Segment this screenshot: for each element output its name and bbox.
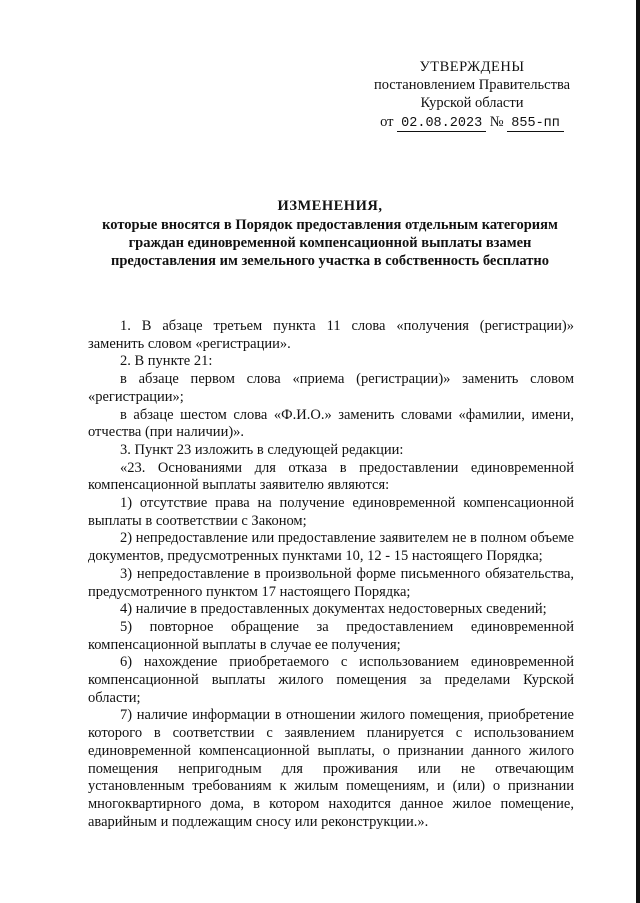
paragraph: в абзаце шестом слова «Ф.И.О.» заменить словами «фамилии, имени, отчества (при наличии)».: [88, 406, 574, 441]
paragraph: в абзаце первом слова «приема (регистрации)» заменить словом «регистрации»;: [88, 371, 574, 405]
paragraph: 3. Пункт 23 изложить в следующей редакции:: [120, 441, 404, 458]
scan-edge: [636, 0, 640, 903]
paragraph: «23. Основаниями для отказа в предоставлении единовременной компенсационной выплаты заявителю являются:: [88, 459, 574, 494]
paragraph: 5) повторное обращение за предоставлением единовременной компенсационной выплаты в случае ее получения;: [88, 618, 574, 653]
approval-number-label: №: [489, 114, 504, 130]
paragraph: 2) непредоставление или предоставление заявителем не в полном объеме документов, предусмотренных пунктами 10, 12 - 15 настоящего Порядка;: [88, 530, 574, 565]
approval-date: 02.08.2023: [397, 116, 486, 132]
paragraph: 4) наличие в предоставленных документах недостоверных сведений;: [120, 601, 547, 618]
approval-date-line: [357, 113, 587, 133]
approval-stamp: [357, 58, 587, 133]
paragraph: 6) нахождение приобретаемого с использованием единовременной компенсационной выплаты жилого помещения за пределами Курской области;: [88, 654, 574, 706]
approval-number: 855-пп: [507, 116, 564, 132]
paragraph: 1. В абзаце третьем пункта 11 слова «получения (регистрации)» заменить словом «регистрации».: [88, 318, 574, 352]
title-heading: ИЗМЕНЕНИЯ,: [277, 198, 383, 214]
document-title: [85, 197, 575, 270]
approval-line-1: постановлением Правительства: [373, 77, 571, 93]
approval-heading: УТВЕРЖДЕНЫ: [419, 59, 525, 75]
paragraph: 3) непредоставление в произвольной форме письменного обязательства, предусмотренного пунктом 17 настоящего Порядка;: [88, 565, 574, 600]
document-body: [88, 318, 574, 831]
paragraph: 7) наличие информации в отношении жилого помещения, приобретение которого в соответствии с заявлением планируется с использованием единовременной компенсационной выплаты, о признании данного жилого помещения непригодным для проживания или не отвечающим установленным требованиям к жилым помещениям, и (или) о признании многоквартирного дома, в котором находится данное жилое помещение, аварийным и подлежащим сносу или реконструкции.».: [88, 707, 574, 830]
paragraph: 2. В пункте 21:: [120, 353, 213, 370]
approval-line-2: Курской области: [420, 95, 524, 111]
title-subheading: которые вносятся в Порядок предоставления отдельным категориям граждан единовременной компенсационной выплаты взамен предоставления им земельного участка в собственность бесплатно: [102, 217, 558, 269]
approval-from-label: от: [380, 114, 394, 130]
paragraph: 1) отсутствие права на получение единовременной компенсационной выплаты в соответствии с Законом;: [88, 495, 574, 529]
